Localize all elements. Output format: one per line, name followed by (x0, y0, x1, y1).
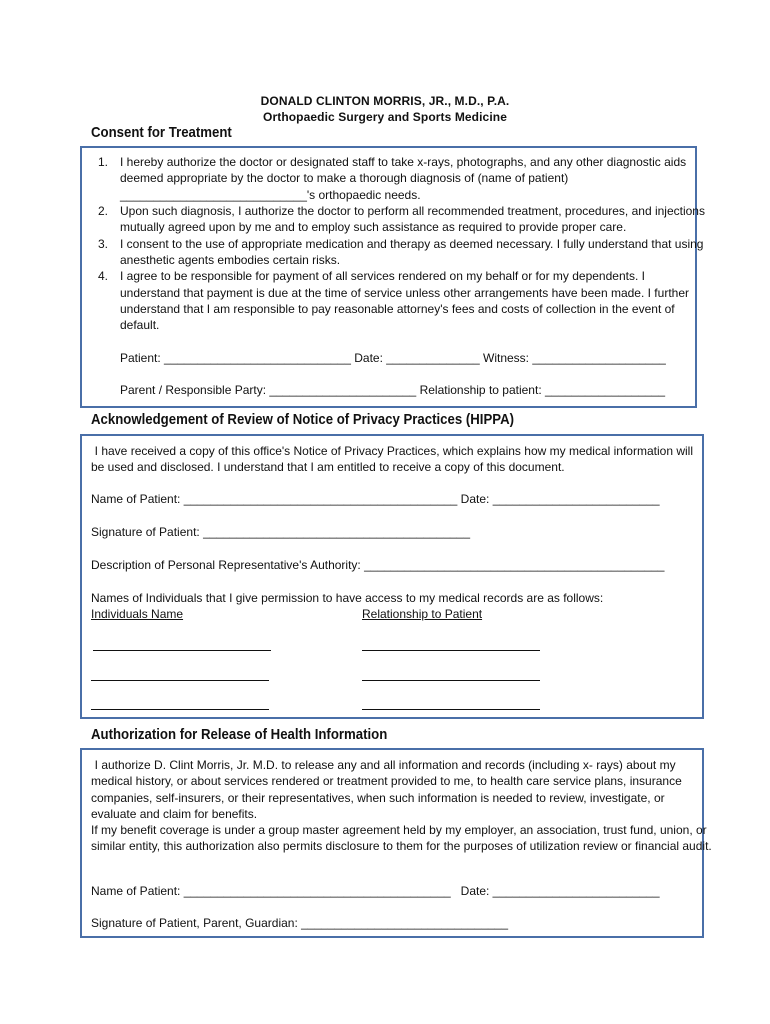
relationship-blank[interactable] (362, 650, 540, 651)
list-item-line: I hereby authorize the doctor or designated staff to take x-rays, photographs, and any other diagnostic aids (120, 155, 687, 169)
list-item-number: 4. (97, 269, 108, 283)
list-item-line: deemed appropriate by the doctor to make a thorough diagnosis of (name of patient) (120, 171, 569, 185)
practice-name: DONALD CLINTON MORRIS, JR., M.D., P.A. (260, 94, 510, 108)
list-item-line: anesthetic agents embodies certain risks. (120, 253, 341, 267)
release-text-line: medical history, or about services rendered or treatment provided to me, to health care service plans, insurance (91, 774, 682, 788)
list-item-number: 1. (97, 155, 108, 169)
release-text-line: I authorize D. Clint Morris, Jr. M.D. to release any and all information and records (including x- rays) about my (88, 758, 676, 772)
privacy-intro-line: I have received a copy of this office's Notice of Privacy Practices, which explains how my medical information will (88, 444, 693, 458)
release-text-line: similar entity, this authorization also permits disclosure to them for the purposes of utilization review or financial audit. (91, 839, 712, 853)
list-item-line: mutually agreed upon by me and to employ such assistance as required to provide proper care. (120, 220, 627, 234)
release-text-line: companies, self-insurers, or their representatives, when such information is needed to review, investigate, or (91, 791, 665, 805)
list-item-line: default. (120, 318, 160, 332)
release-signature-field[interactable]: Signature of Patient, Parent, Guardian: _______________________________ (91, 916, 509, 930)
individual-name-blank[interactable] (91, 680, 269, 681)
relationship-blank[interactable] (362, 709, 540, 710)
release-section-title: Authorization for Release of Health Information (91, 726, 388, 743)
list-item-line: understand that payment is due at the time of service unless other arrangements have been made. I further (120, 286, 689, 300)
list-item-line: I consent to the use of appropriate medication and therapy as deemed necessary. I fully understand that using (120, 237, 704, 251)
release-text-line: evaluate and claim for benefits. (91, 807, 258, 821)
individuals-name-header: Individuals Name (91, 607, 184, 621)
list-item-number: 3. (97, 237, 108, 251)
list-item-number: 2. (97, 204, 108, 218)
relationship-header: Relationship to Patient (362, 607, 483, 621)
release-text-line: If my benefit coverage is under a group master agreement held by my employer, an association, trust fund, union, or (91, 823, 707, 837)
names-permission-intro: Names of Individuals that I give permission to have access to my medical records are as follows: (91, 591, 604, 605)
list-item-line: ____________________________'s orthopaedic needs. (120, 188, 421, 202)
privacy-signature-field[interactable]: Signature of Patient: ________________________________________ (91, 525, 471, 539)
list-item-line: understand that I am responsible to pay reasonable attorney's fees and costs of collection in the event of (120, 302, 675, 316)
privacy-intro-line: be used and disclosed. I understand that I am entitled to receive a copy of this document. (91, 460, 565, 474)
individual-name-blank[interactable] (91, 709, 269, 710)
release-name-date-field[interactable]: Name of Patient: ________________________________________ Date: _________________________ (91, 884, 660, 898)
consent-section-title: Consent for Treatment (91, 124, 232, 141)
privacy-section-title: Acknowledgement of Review of Notice of Privacy Practices (HIPPA) (91, 411, 515, 428)
individual-name-blank[interactable] (93, 650, 271, 651)
responsible-party-field[interactable]: Parent / Responsible Party: ______________________ Relationship to patient: __________________ (120, 383, 666, 397)
practice-specialty: Orthopaedic Surgery and Sports Medicine (263, 110, 507, 124)
privacy-name-date-field[interactable]: Name of Patient: _________________________________________ Date: _________________________ (91, 492, 660, 506)
privacy-box (80, 434, 704, 719)
list-item-line: I agree to be responsible for payment of all services rendered on my behalf or for my dependents. I (120, 269, 645, 283)
relationship-blank[interactable] (362, 680, 540, 681)
list-item-line: Upon such diagnosis, I authorize the doctor to perform all recommended treatment, procedures, and injections (120, 204, 705, 218)
representative-authority-field[interactable]: Description of Personal Representative's Authority: _____________________________________________ (91, 558, 665, 572)
patient-date-witness-field[interactable]: Patient: ____________________________ Date: ______________ Witness: ____________________ (120, 351, 666, 365)
